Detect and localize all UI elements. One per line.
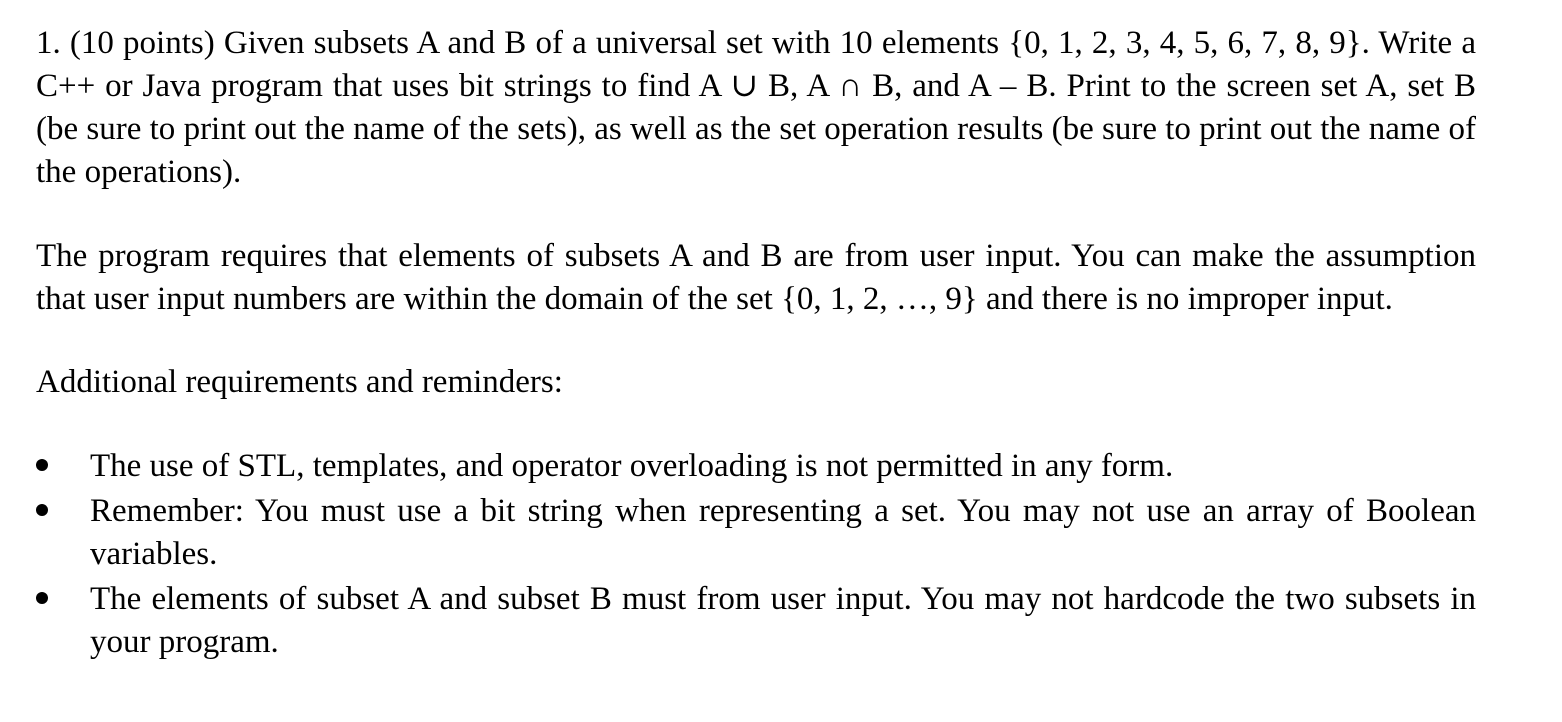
list-item <box>36 578 1476 664</box>
input-assumption-paragraph: The program requires that elements of subsets A and B are from user input. You can make the assumption that user input numbers are within the domain of the set {0, 1, 2, …, 9} and there is no improper input. <box>36 238 1476 317</box>
requirement-text: Remember: You must use a bit string when representing a set. You may not use an array of Boolean variables. <box>90 493 1476 572</box>
list-item <box>36 490 1476 576</box>
requirement-text: The elements of subset A and subset B must from user input. You may not hardcode the two subsets in your program. <box>90 581 1476 660</box>
bullet-icon <box>36 592 48 604</box>
bullet-icon <box>36 459 48 471</box>
requirement-text: The use of STL, templates, and operator overloading is not permitted in any form. <box>90 448 1174 484</box>
list-item <box>36 445 1476 488</box>
requirements-list <box>36 445 1476 664</box>
bullet-icon <box>36 504 48 516</box>
requirements-heading: Additional requirements and reminders: <box>36 364 563 400</box>
assignment-document <box>36 22 1476 666</box>
question-paragraph: 1. (10 points) Given subsets A and B of a universal set with 10 elements {0, 1, 2, 3, 4, 5, 6, 7, 8, 9}. Write a C++ or Java program that uses bit strings to find A ∪ B, A ∩ B, and A – B. Print to the screen set A, set B (be sure to print out the name of the sets), as well as the set operation results (be sure to print out the name of the operations). <box>36 25 1476 190</box>
